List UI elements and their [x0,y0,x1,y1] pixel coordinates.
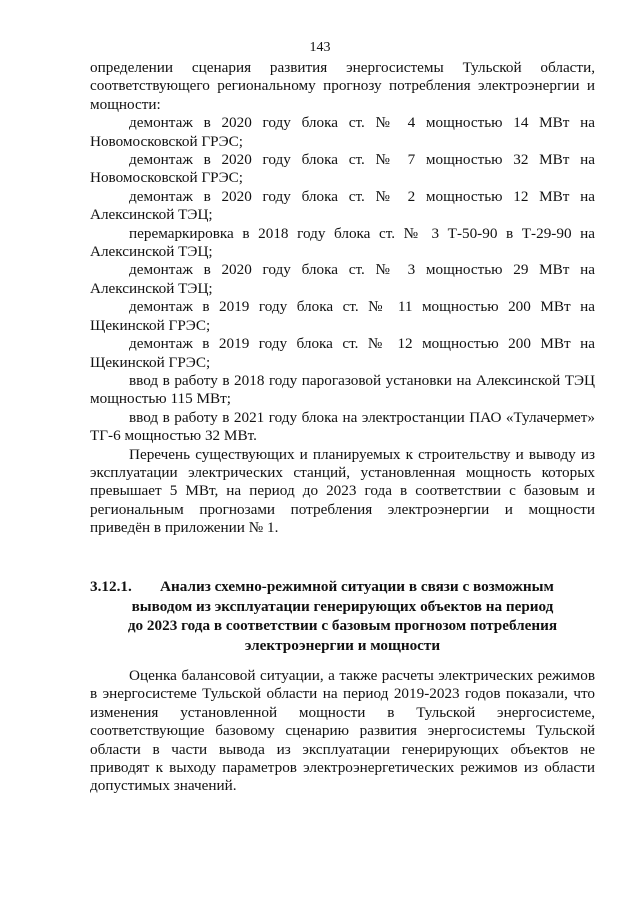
list-item: демонтаж в 2020 году блока ст. № 4 мощностью 14 МВт на Новомосковской ГРЭС; [90,114,595,150]
section-title-line: выводом из эксплуатации генерирующих объектов на период [131,597,554,615]
list-item: ввод в работу в 2018 году парогазовой установки на Алексинской ТЭЦ мощностью 115 МВт; [90,371,595,408]
list-item: демонтаж в 2020 году блока ст. № 7 мощностью 32 МВт на Новомосковской ГРЭС; [90,151,595,187]
section-heading [90,577,595,655]
list-item: демонтаж в 2020 году блока ст. № 3 мощностью 29 МВт на Алексинской ТЭЦ; [90,261,595,297]
section-title-line: до 2023 года в соответствии с базовым прогнозом потребления [127,617,558,635]
body-text [90,59,595,538]
list-item: ввод в работу в 2021 году блока на электростанции ПАО «Тулачермет» ТГ-6 мощностью 32 МВт. [90,408,595,445]
paragraph-summary: Перечень существующих и планируемых к строительству и выводу из эксплуатации электрических станций, установленная мощность которых превышает 5 МВт, на период до 2023 года в соответствии с базовым и региональным прогнозами потребления электроэнергии и мощности приведён в приложении № 1. [90,445,595,537]
paragraph-intro: определении сценария развития энергосистемы Тульской области, соответствующего региональному прогнозу потребления электроэнергии и мощности: [90,59,595,113]
section-title-line: электроэнергии и мощности [244,636,441,654]
section-title-line: Анализ схемно-режимной ситуации в связи с возможным [160,578,554,595]
paragraph-conclusion: Оценка балансовой ситуации, а также расчеты электрических режимов в энергосистеме Тульской области на период 2019-2023 годов показали, что изменения установленной мощности в Тульской энергосистеме, соответствующие базовому сценарию развития энергосистемы Тульской области в части вывода из эксплуатации генерирующих объектов не приводят к выходу параметров электроэнергетических режимов из области допустимых значений. [90,667,595,795]
body-text-after-heading [90,667,595,796]
page-number: 143 [309,40,331,55]
list-item: демонтаж в 2020 году блока ст. № 2 мощностью 12 МВт на Алексинской ТЭЦ; [90,187,595,224]
list-item: демонтаж в 2019 году блока ст. № 12 мощностью 200 МВт на Щекинской ГРЭС; [90,335,595,371]
list-item: перемаркировка в 2018 году блока ст. № 3 Т-50-90 в Т-29-90 на Алексинской ТЭЦ; [90,224,595,261]
list-item: демонтаж в 2019 году блока ст. № 11 мощностью 200 МВт на Щекинской ГРЭС; [90,298,595,334]
section-number: 3.12.1. [90,578,132,595]
